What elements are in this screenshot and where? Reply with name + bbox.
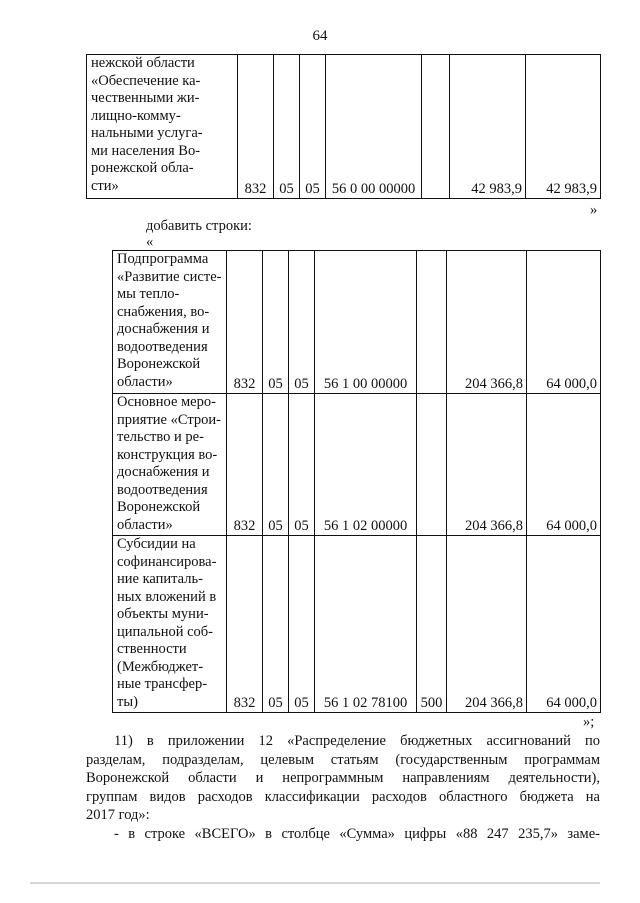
row-name-line: чественными жи- bbox=[91, 90, 200, 106]
page-bottom-edge bbox=[30, 882, 600, 884]
row-name-line: снабжения, во- bbox=[117, 303, 210, 320]
target-article-cell: 56 0 00 00000 bbox=[326, 55, 422, 199]
glava-cell: 832 bbox=[238, 55, 274, 199]
row-name-line: Основное меро- bbox=[117, 394, 216, 410]
row-name-line: софинансирова- bbox=[117, 553, 217, 570]
budget-table-continuation bbox=[86, 54, 601, 199]
amount-cell-1: 204 366,8 bbox=[447, 536, 527, 713]
row-name-line: ственности bbox=[117, 641, 187, 657]
amount-cell-2: 64 000,0 bbox=[527, 251, 601, 394]
paragraph-line: 2017 год»: bbox=[86, 807, 150, 823]
target-article-cell: 56 1 02 00000 bbox=[315, 394, 417, 536]
amount-cell-1: 42 983,9 bbox=[450, 55, 526, 199]
row-name-line: области» bbox=[117, 516, 173, 533]
row-name-line: конструкция во- bbox=[117, 446, 218, 463]
row-name-line: водоотведения bbox=[117, 338, 208, 355]
table-row bbox=[113, 394, 601, 536]
table-row bbox=[87, 55, 601, 199]
expense-type-cell: 500 bbox=[417, 536, 447, 713]
table-row bbox=[113, 251, 601, 394]
budget-table-added-rows bbox=[112, 250, 601, 713]
opening-quote: « bbox=[146, 234, 154, 250]
row-name-line: Подпрограмма bbox=[117, 251, 209, 267]
row-name-line: Субсидии на bbox=[117, 536, 196, 552]
row-name-line: Воронежской bbox=[117, 356, 201, 372]
razdel-cell: 05 bbox=[263, 536, 289, 713]
row-name-cell bbox=[87, 55, 238, 199]
razdel-cell: 05 bbox=[263, 394, 289, 536]
target-article-cell: 56 1 02 78100 bbox=[315, 536, 417, 713]
closing-quote-semicolon: »; bbox=[583, 714, 595, 730]
row-name-line: нальными услуга- bbox=[91, 125, 203, 141]
row-name-cell bbox=[113, 536, 227, 713]
row-name-cell bbox=[113, 251, 227, 394]
paragraph-line: группам видов расходов классификации расходов областного бюджета на bbox=[86, 788, 600, 805]
paragraph-line: - в строке «ВСЕГО» в столбце «Сумма» цифры «88 247 235,7» заме- bbox=[114, 825, 600, 842]
expense-type-cell bbox=[417, 394, 447, 536]
page-number: 64 bbox=[312, 28, 328, 44]
amount-cell-2: 64 000,0 bbox=[527, 394, 601, 536]
closing-quote: » bbox=[590, 202, 598, 218]
amount-cell-1: 204 366,8 bbox=[447, 251, 527, 394]
row-name-line: мы тепло- bbox=[117, 286, 180, 302]
row-name-cell bbox=[113, 394, 227, 536]
podrazdel-cell: 05 bbox=[300, 55, 326, 199]
row-name-line: Воронежской bbox=[117, 499, 201, 515]
glava-cell: 832 bbox=[227, 536, 263, 713]
row-name-line: ных вложений в bbox=[117, 588, 217, 605]
expense-type-cell bbox=[417, 251, 447, 394]
row-name-line: ние капиталь- bbox=[117, 571, 203, 587]
razdel-cell: 05 bbox=[263, 251, 289, 394]
paragraph-line: 11) в приложении 12 «Распределение бюджетных ассигнований по bbox=[114, 733, 600, 749]
row-name-line: ронежской обла- bbox=[91, 160, 194, 176]
amendment-paragraph bbox=[86, 733, 600, 844]
table-row bbox=[113, 536, 601, 713]
target-article-cell: 56 1 00 00000 bbox=[315, 251, 417, 394]
row-name-line: (Межбюджет- bbox=[117, 658, 204, 675]
row-name-line: «Развитие систе- bbox=[117, 268, 222, 285]
row-name-line: ты) bbox=[117, 693, 138, 710]
podrazdel-cell: 05 bbox=[289, 251, 315, 394]
row-name-line: доснабжения и bbox=[117, 464, 210, 480]
row-name-line: ные трансфер- bbox=[117, 676, 208, 692]
amount-cell-2: 42 983,9 bbox=[526, 55, 601, 199]
glava-cell: 832 bbox=[227, 251, 263, 394]
add-rows-label: добавить строки: bbox=[146, 218, 252, 234]
row-name-line: «Обеспечение ка- bbox=[91, 72, 201, 89]
row-name-line: ми населения Во- bbox=[91, 142, 201, 159]
row-name-line: водоотведения bbox=[117, 481, 208, 498]
glava-cell: 832 bbox=[227, 394, 263, 536]
amount-cell-1: 204 366,8 bbox=[447, 394, 527, 536]
razdel-cell: 05 bbox=[274, 55, 300, 199]
amount-cell-2: 64 000,0 bbox=[527, 536, 601, 713]
podrazdel-cell: 05 bbox=[289, 394, 315, 536]
row-name-line: объекты муни- bbox=[117, 606, 209, 622]
row-name-line: тельство и ре- bbox=[117, 429, 204, 445]
row-name-line: области» bbox=[117, 373, 173, 390]
expense-type-cell bbox=[422, 55, 450, 199]
paragraph-line: разделам, подразделам, целевым статьям (государственным программам bbox=[86, 751, 600, 768]
row-name-line: нежской области bbox=[91, 55, 195, 71]
row-name-line: ципальной соб- bbox=[117, 623, 213, 640]
row-name-line: лищно-комму- bbox=[91, 107, 181, 124]
paragraph-line: Воронежской области и непрограммным направлениям деятельности), bbox=[86, 770, 600, 786]
row-name-line: сти» bbox=[91, 177, 119, 194]
row-name-line: приятие «Строи- bbox=[117, 411, 221, 428]
row-name-line: доснабжения и bbox=[117, 321, 210, 337]
podrazdel-cell: 05 bbox=[289, 536, 315, 713]
